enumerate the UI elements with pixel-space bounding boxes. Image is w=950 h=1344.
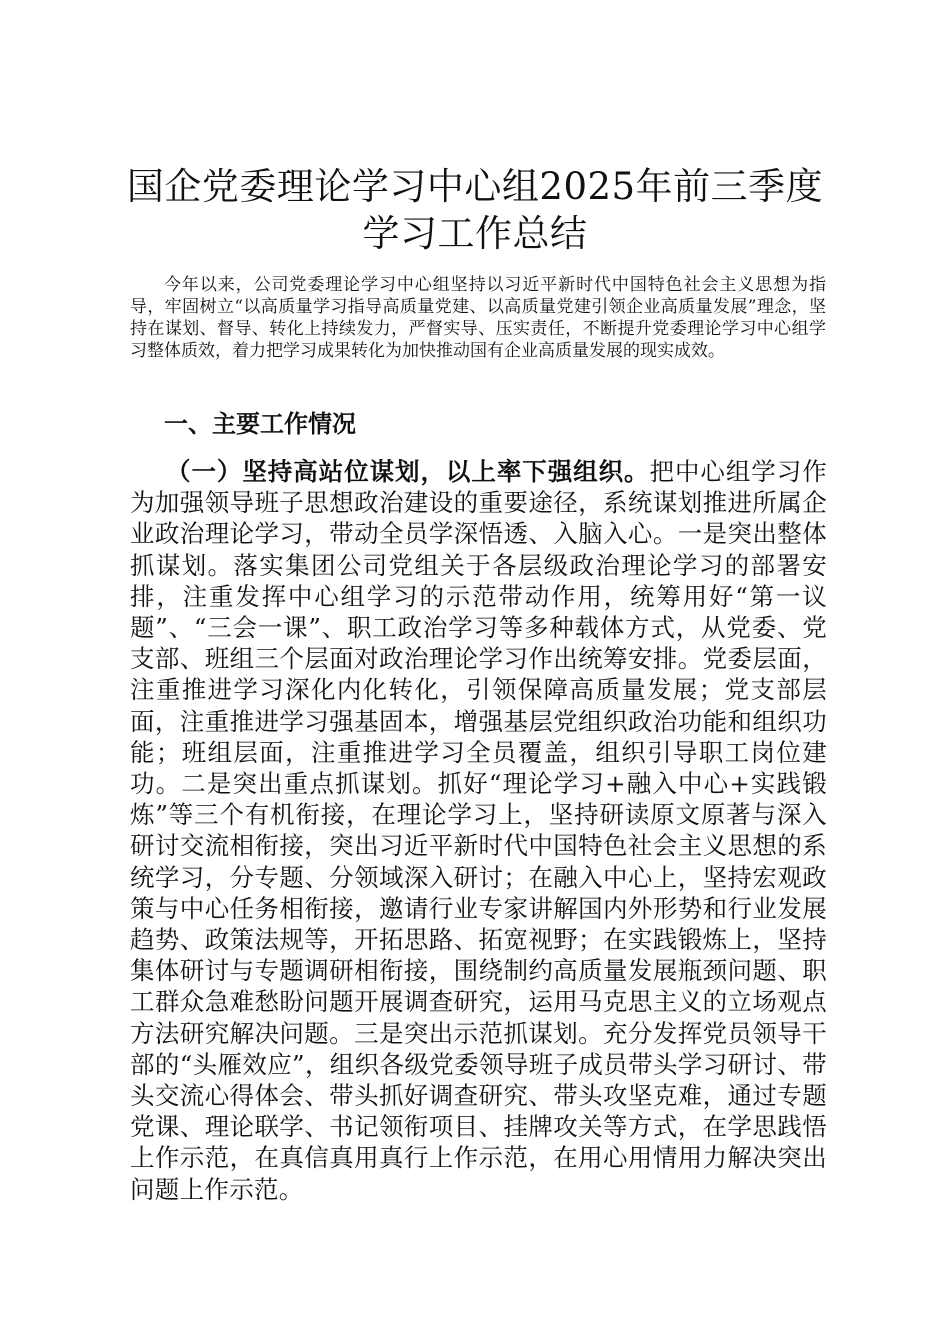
subsection-paragraph [130,456,827,1205]
document-title: 国企党委理论学习中心组2025年前三季度学习工作总结 [126,165,824,255]
subsection-text: 把中心组学习作为加强领导班子思想政治建设的重要途径，系统谋划推进所属企业政治理论学习，带动全员学深悟透、入脑入心。一是突出整体抓谋划。落实集团公司党组关于各层级政治理论学习的部署安排，注重发挥中心组学习的示范带动作用，统筹用好“第一议题”、“三会一课”、职工政治学习等多种载体方式，从党委、党支部、班组三个层面对政治理论学习作出统筹安排。党委层面，注重推进学习深化内化转化，引领保障高质量发展；党支部层面，注重推进学习强基固本，增强基层党组织政治功能和组织功能；班组层面，注重推进学习全员覆盖，组织引导职工岗位建功。二是突出重点抓谋划。抓好“理论学习+融入中心+实践锻炼”等三个有机衔接，在理论学习上，坚持研读原文原著与深入研讨交流相衔接，突出习近平新时代中国特色社会主义思想的系统学习，分专题、分领域深入研讨；在融入中心上，坚持宏观政策与中心任务相衔接，邀请行业专家讲解国内外形势和行业发展趋势、政策法规等，开拓思路、拓宽视野；在实践锻炼上，坚持集体研讨与专题调研相衔接，围绕制约高质量发展瓶颈问题、职工群众急难愁盼问题开展调查研究，运用马克思主义的立场观点方法研究解决问题。三是突出示范抓谋划。充分发挥党员领导干部的“头雁效应”，组织各级党委领导班子成员带头学习研讨、带头交流心得体会、带头抓好调查研究、带头攻坚克难，通过专题党课、理论联学、书记领衔项目、挂牌攻关等方式，在学思践悟上作示范，在真信真用真行上作示范，在用心用情用力解决突出问题上作示范。 [130,457,827,1204]
intro-paragraph: 今年以来，公司党委理论学习中心组坚持以习近平新时代中国特色社会主义思想为指导，牢固树立“以高质量学习指导高质量党建、以高质量党建引领企业高质量发展”理念，坚持在谋划、督导、转化上持续发力，严督实导、压实责任，不断提升党委理论学习中心组学习整体质效，着力把学习成果转化为加快推动国有企业高质量发展的现实成效。 [130,275,826,361]
subsection-heading: （一）坚持高站位谋划，以上率下强组织。 [166,457,650,486]
section-heading-main-work: 一、主要工作情况 [164,409,356,438]
